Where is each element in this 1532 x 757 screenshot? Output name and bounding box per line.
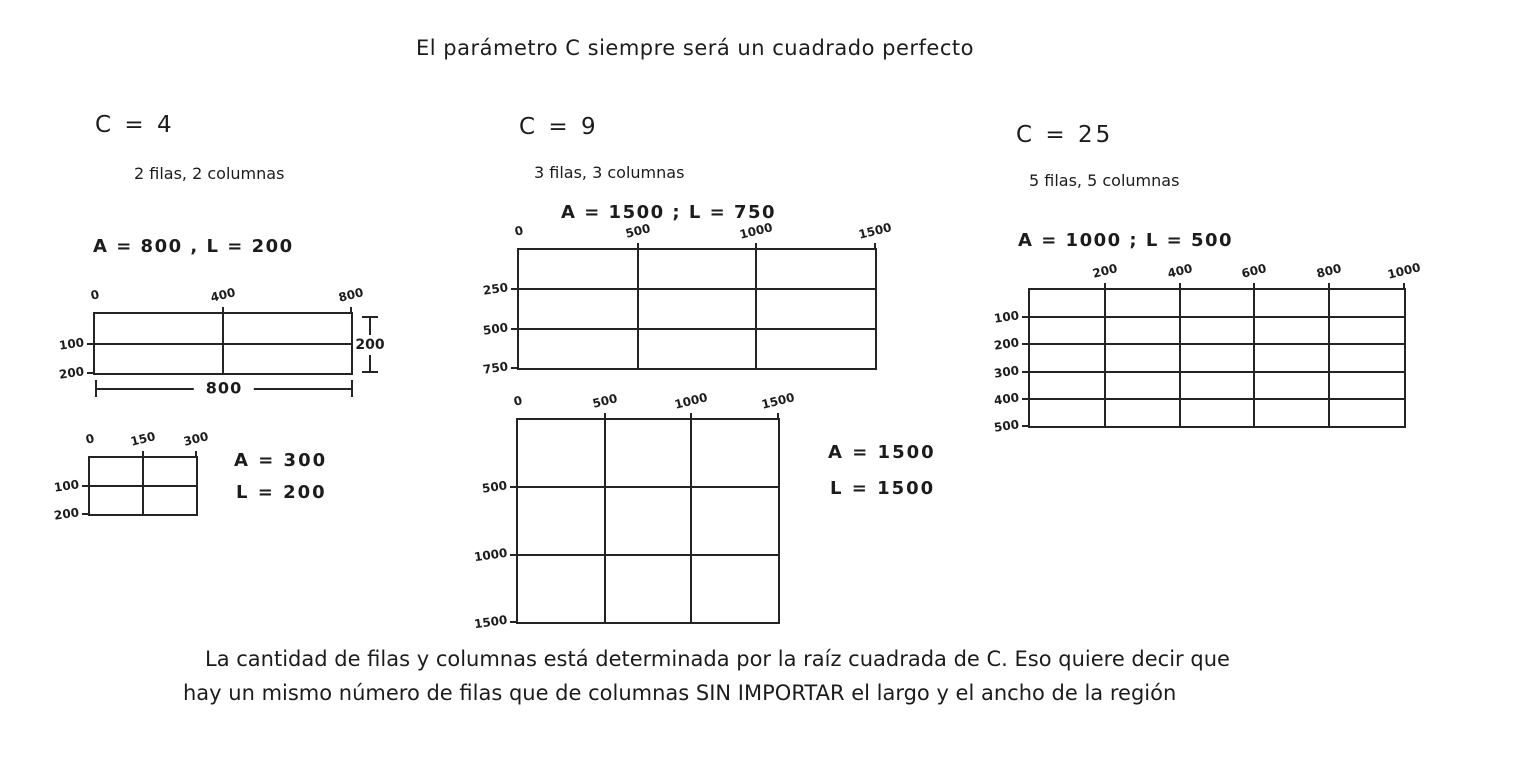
grid-line-vertical (690, 420, 692, 622)
c9-square-length-note: L = 1500 (830, 478, 936, 499)
c4-small-length-note: L = 200 (236, 482, 327, 503)
y-tick (1022, 371, 1029, 373)
y-tick (511, 328, 518, 330)
x-axis-label: 1000 (673, 390, 710, 412)
grid-line-horizontal (95, 343, 351, 345)
grid-line-horizontal (1030, 343, 1404, 345)
c9-square-area-note: A = 1500 (828, 442, 936, 463)
footer-line-2: hay un mismo número de filas que de columnas SIN IMPORTAR el largo y el ancho de la región (183, 681, 1177, 705)
y-tick (1022, 343, 1029, 345)
x-tick (1179, 283, 1181, 290)
grid-line-vertical (1253, 290, 1255, 426)
x-tick (1253, 283, 1255, 290)
x-axis-label: 0 (89, 287, 101, 303)
x-tick (755, 243, 757, 250)
c4-small-area-note: A = 300 (234, 450, 328, 471)
y-axis-label: 1000 (472, 545, 508, 564)
page-title: El parámetro C siempre será un cuadrado perfecto (416, 36, 974, 60)
x-axis-label: 500 (590, 391, 619, 411)
grid-line-vertical (637, 250, 639, 368)
grid-line-horizontal (1030, 371, 1404, 373)
y-axis-label: 300 (993, 362, 1020, 381)
grid-line-horizontal (518, 486, 778, 488)
grid-line-horizontal (519, 288, 875, 290)
y-axis-label: 400 (993, 390, 1020, 408)
y-tick (511, 367, 518, 369)
height-measure-bracket (355, 316, 385, 373)
section-c9-subtitle: 3 filas, 3 columnas (534, 163, 685, 182)
x-axis-label: 150 (129, 429, 157, 449)
x-axis-label: 800 (1315, 261, 1344, 281)
grid-c4-main (58, 285, 365, 382)
x-axis-label: 1000 (738, 220, 775, 242)
x-axis-label: 600 (1240, 261, 1269, 281)
x-tick (350, 307, 352, 314)
grid-line-vertical (1328, 290, 1330, 426)
grid-line-horizontal (1030, 398, 1404, 400)
width-measure-label: 800 (194, 378, 254, 397)
x-axis-label: 400 (1165, 261, 1194, 281)
x-axis-label: 500 (623, 221, 652, 241)
y-axis-label: 200 (53, 505, 80, 523)
y-axis-label: 250 (482, 280, 509, 299)
y-axis-label: 100 (993, 308, 1020, 326)
x-axis-label: 800 (337, 285, 365, 305)
x-axis-label: 1000 (1386, 260, 1422, 282)
x-axis-label: 300 (182, 429, 210, 449)
y-axis-label: 200 (993, 335, 1020, 354)
x-tick (604, 413, 606, 420)
x-tick (1403, 283, 1405, 290)
x-tick (195, 451, 197, 458)
y-axis-label: 750 (482, 359, 509, 377)
y-tick (510, 621, 517, 623)
y-tick (87, 343, 94, 345)
grid-line-vertical (604, 420, 606, 622)
y-tick (1022, 425, 1029, 427)
y-tick (87, 372, 94, 374)
y-axis-label: 500 (481, 478, 508, 497)
y-axis-label: 200 (58, 364, 85, 382)
y-tick (82, 485, 89, 487)
x-axis-label: 1500 (760, 390, 796, 412)
section-c25-heading: C = 25 (1016, 122, 1114, 148)
grid-line-horizontal (90, 485, 196, 487)
x-axis-label: 0 (512, 393, 524, 409)
x-axis-label: 400 (209, 285, 237, 305)
x-tick (690, 413, 692, 420)
y-tick (510, 486, 517, 488)
y-axis-label: 100 (58, 334, 85, 353)
section-c25-subtitle: 5 filas, 5 columnas (1029, 171, 1180, 190)
x-tick (222, 307, 224, 314)
y-tick (1022, 316, 1029, 318)
footer-explanation (183, 642, 1303, 710)
section-c9-heading: C = 9 (519, 114, 599, 140)
y-tick (82, 513, 89, 515)
x-tick (777, 413, 779, 420)
section-c4-subtitle: 2 filas, 2 columnas (134, 164, 285, 183)
y-axis-label: 100 (53, 477, 80, 495)
grid-line-horizontal (518, 554, 778, 556)
y-tick (1022, 398, 1029, 400)
x-tick (874, 243, 876, 250)
y-tick (511, 288, 518, 290)
width-measure-bracket (95, 380, 353, 397)
y-axis-label: 500 (482, 319, 509, 338)
x-tick (637, 243, 639, 250)
grid-line-vertical (1179, 290, 1181, 426)
section-c4-heading: C = 4 (95, 112, 175, 138)
x-axis-label: 0 (84, 431, 96, 447)
x-tick (1104, 283, 1106, 290)
section-c4-formula: A = 800 , L = 200 (93, 236, 294, 257)
section-c9-formula: A = 1500 ; L = 750 (561, 202, 777, 223)
x-axis-label: 200 (1090, 261, 1119, 281)
y-tick (510, 554, 517, 556)
x-tick (142, 451, 144, 458)
grid-c4-small (53, 429, 210, 523)
grid-line-vertical (755, 250, 757, 368)
footer-line-1: La cantidad de filas y columnas está determinada por la raíz cuadrada de C. Eso quiere decir que (205, 647, 1230, 671)
y-axis-label: 1500 (472, 612, 508, 632)
x-axis-label: 1500 (857, 220, 893, 242)
y-axis-label: 500 (993, 417, 1020, 435)
grid-line-vertical (1104, 290, 1106, 426)
grid-c25-main (993, 260, 1422, 435)
grid-line-horizontal (519, 328, 875, 330)
x-tick (1328, 283, 1330, 290)
x-axis-label: 0 (513, 223, 525, 239)
grid-line-horizontal (1030, 316, 1404, 318)
grid-c9-square (472, 390, 796, 632)
section-c25-formula: A = 1000 ; L = 500 (1018, 230, 1234, 251)
grid-c9-wide (482, 220, 893, 377)
height-measure-label: 200 (355, 336, 385, 353)
